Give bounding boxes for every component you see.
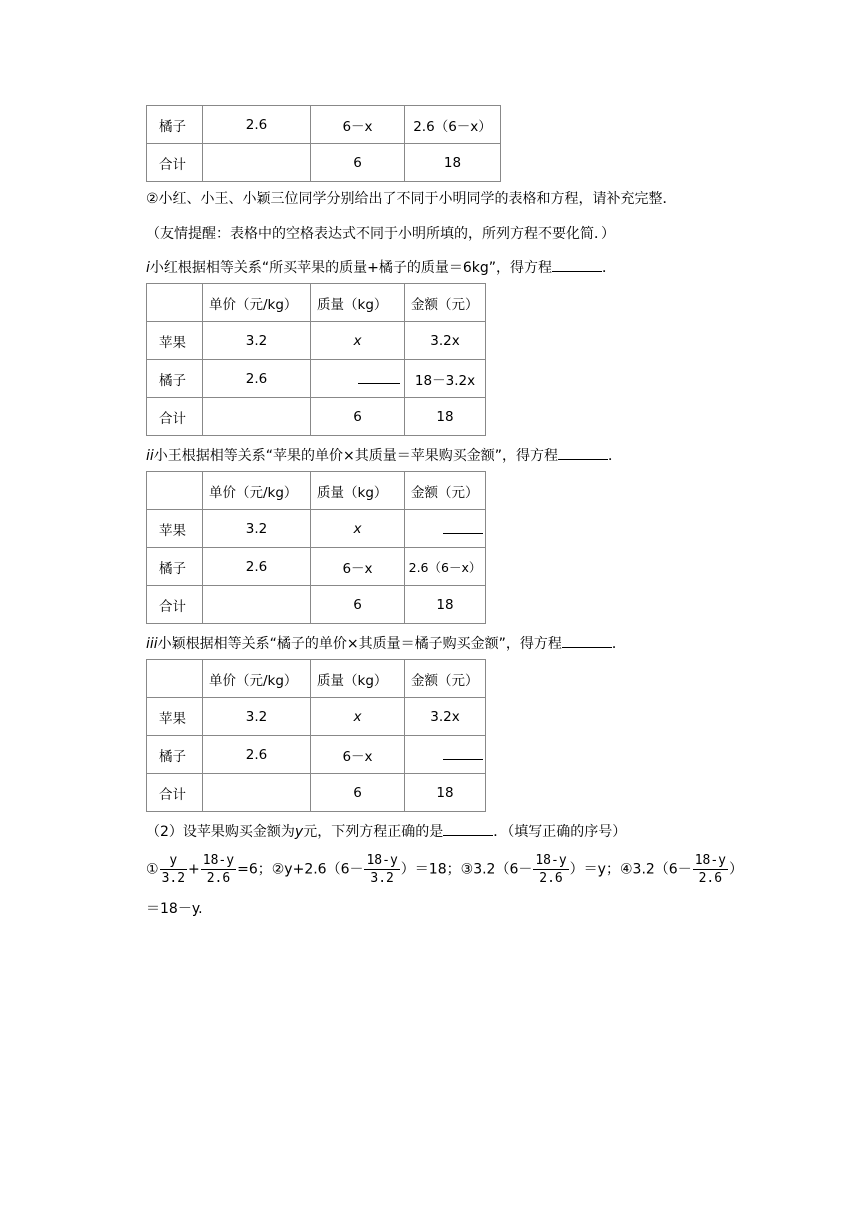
numerator: y bbox=[169, 853, 178, 868]
table-cell: x bbox=[311, 698, 405, 736]
table-xiaohong bbox=[146, 283, 486, 436]
option-text: ）＝18； bbox=[400, 861, 461, 878]
table-cell: 18－3.2x bbox=[405, 360, 486, 398]
plus-sign: + bbox=[188, 861, 200, 878]
q2-prefix: （2）设苹果购买金额为 bbox=[146, 824, 295, 840]
paragraph-hint: （友情提醒：表格中的空格表达式不同于小明所填的，所列方程不要化简．） bbox=[146, 226, 615, 242]
table-header: 单价（元/kg） bbox=[203, 472, 311, 510]
section-iii-text bbox=[146, 633, 626, 654]
option-text: 3.2（6－ bbox=[632, 861, 692, 878]
table-row bbox=[147, 322, 486, 360]
answer-blank[interactable] bbox=[358, 369, 400, 384]
table-cell: 6－x bbox=[311, 548, 405, 586]
table-row bbox=[147, 510, 486, 548]
table-cell: 苹果 bbox=[147, 510, 203, 548]
table-cell: 6 bbox=[311, 398, 405, 436]
table-header: 单价（元/kg） bbox=[203, 284, 311, 322]
q2-end: ．（填写正确的序号） bbox=[493, 824, 627, 840]
table-cell: 合计 bbox=[147, 586, 203, 624]
table-header: 单价（元/kg） bbox=[203, 660, 311, 698]
option-text: 3.2（6－ bbox=[473, 861, 533, 878]
section-ii-text bbox=[146, 445, 622, 466]
table-cell: 6 bbox=[311, 144, 405, 182]
roman-numeral: iii bbox=[146, 636, 158, 652]
table-cell: 18 bbox=[405, 398, 486, 436]
table-cell: 3.2 bbox=[203, 698, 311, 736]
table-row bbox=[147, 360, 486, 398]
fraction bbox=[693, 852, 728, 887]
paragraph-instructions: ②小红、小王、小颖三位同学分别给出了不同于小明同学的表格和方程，请补充完整． bbox=[146, 191, 677, 207]
section-text: 小王根据相等关系“苹果的单价×其质量＝苹果购买金额”，得方程 bbox=[153, 448, 559, 464]
table-cell: 2.6 bbox=[203, 736, 311, 774]
table-cell: 橘子 bbox=[147, 106, 203, 144]
table-cell: 合计 bbox=[147, 774, 203, 812]
denominator: 2.6 bbox=[201, 869, 236, 887]
denominator: 3.2 bbox=[161, 871, 186, 886]
section-text: 小颖根据相等关系“橘子的单价×其质量＝橘子购买金额”，得方程 bbox=[157, 636, 562, 652]
table-row bbox=[147, 548, 486, 586]
option-4-marker: ④ bbox=[619, 861, 633, 878]
table-header: 金额（元） bbox=[405, 660, 486, 698]
roman-numeral: i bbox=[146, 260, 150, 276]
option-1-marker: ① bbox=[146, 861, 159, 878]
table-xiaoying bbox=[146, 659, 486, 812]
table-header-row bbox=[147, 284, 486, 322]
table-row bbox=[147, 106, 501, 144]
table-row bbox=[147, 586, 486, 624]
table-cell: 2.6（6－x） bbox=[405, 106, 501, 144]
table-cell: 橘子 bbox=[147, 548, 203, 586]
table-cell: 3.2 bbox=[203, 322, 311, 360]
table-cell: 2.6（6－x） bbox=[405, 548, 486, 586]
answer-blank[interactable] bbox=[443, 519, 483, 534]
numerator: 18-y bbox=[366, 853, 398, 868]
roman-numeral: ii bbox=[146, 448, 154, 464]
option-text: ） bbox=[729, 861, 744, 878]
option-3-marker: ③ bbox=[460, 861, 474, 878]
table-row bbox=[147, 398, 486, 436]
denominator: 2.6 bbox=[693, 869, 728, 887]
table-cell bbox=[147, 660, 203, 698]
period: ． bbox=[608, 448, 623, 464]
table-header: 质量（kg） bbox=[311, 660, 405, 698]
section-i-text bbox=[146, 257, 616, 278]
table-cell bbox=[203, 774, 311, 812]
answer-blank[interactable] bbox=[443, 821, 493, 836]
table-cell bbox=[203, 586, 311, 624]
table-cell bbox=[203, 144, 311, 182]
section-text: 小红根据相等关系“所买苹果的质量+橘子的质量＝6kg”，得方程 bbox=[149, 260, 553, 276]
table-xiaowang bbox=[146, 471, 486, 624]
table-cell: 18 bbox=[405, 774, 486, 812]
table-cell: 6－x bbox=[311, 106, 405, 144]
table-cell: 合计 bbox=[147, 144, 203, 182]
table-row bbox=[147, 144, 501, 182]
fraction bbox=[533, 852, 568, 887]
table-cell: 6 bbox=[311, 586, 405, 624]
table-cell bbox=[311, 360, 405, 398]
table-cell: 2.6 bbox=[203, 360, 311, 398]
table-row bbox=[147, 698, 486, 736]
table-cell: 合计 bbox=[147, 398, 203, 436]
table-cell: 2.6 bbox=[203, 106, 311, 144]
table-header: 金额（元） bbox=[405, 472, 486, 510]
fraction bbox=[364, 852, 399, 887]
q2-mid: 元，下列方程正确的是 bbox=[303, 824, 444, 840]
table-cell: 橘子 bbox=[147, 736, 203, 774]
option-4-continued: ＝18－y. bbox=[146, 901, 203, 917]
option-text: =6； bbox=[237, 861, 272, 878]
numerator: 18-y bbox=[202, 853, 235, 868]
table-cell: 苹果 bbox=[147, 322, 203, 360]
table-header: 金额（元） bbox=[405, 284, 486, 322]
fraction bbox=[160, 852, 187, 887]
table-cell: 6－x bbox=[311, 736, 405, 774]
table-cell: 3.2x bbox=[405, 322, 486, 360]
numerator: 18-y bbox=[535, 853, 567, 868]
table-header: 质量（kg） bbox=[311, 284, 405, 322]
table-cell bbox=[203, 398, 311, 436]
table-cell bbox=[405, 510, 486, 548]
table-row bbox=[147, 774, 486, 812]
answer-blank[interactable] bbox=[443, 745, 483, 760]
table-row bbox=[147, 736, 486, 774]
table-cell: 3.2x bbox=[405, 698, 486, 736]
variable-y: y bbox=[294, 824, 304, 840]
table-cell: 18 bbox=[405, 144, 501, 182]
question-2 bbox=[146, 821, 626, 842]
table-cell bbox=[405, 736, 486, 774]
answer-blank[interactable] bbox=[562, 633, 612, 648]
table-cell: 苹果 bbox=[147, 698, 203, 736]
table-header-row bbox=[147, 660, 486, 698]
answer-blank[interactable] bbox=[558, 445, 608, 460]
table-cell bbox=[147, 472, 203, 510]
table-cell: 3.2 bbox=[203, 510, 311, 548]
numerator: 18-y bbox=[694, 853, 727, 868]
denominator: 2.6 bbox=[533, 869, 568, 887]
fraction bbox=[201, 852, 236, 887]
table-cell: 6 bbox=[311, 774, 405, 812]
option-2-marker: ② bbox=[271, 861, 285, 878]
table-cell bbox=[147, 284, 203, 322]
table-cell: x bbox=[311, 322, 405, 360]
table-header: 质量（kg） bbox=[311, 472, 405, 510]
table-cell: x bbox=[311, 510, 405, 548]
table-xiaoming-continued bbox=[146, 105, 501, 182]
option-text: y+2.6（6－ bbox=[284, 861, 364, 878]
denominator: 3.2 bbox=[364, 869, 399, 887]
period: ． bbox=[602, 260, 617, 276]
answer-blank[interactable] bbox=[552, 257, 602, 272]
table-cell: 橘子 bbox=[147, 360, 203, 398]
table-cell: 2.6 bbox=[203, 548, 311, 586]
period: ． bbox=[611, 636, 626, 652]
option-text: ）＝y； bbox=[569, 861, 620, 878]
equation-options bbox=[146, 852, 743, 887]
table-header-row bbox=[147, 472, 486, 510]
table-cell: 18 bbox=[405, 586, 486, 624]
